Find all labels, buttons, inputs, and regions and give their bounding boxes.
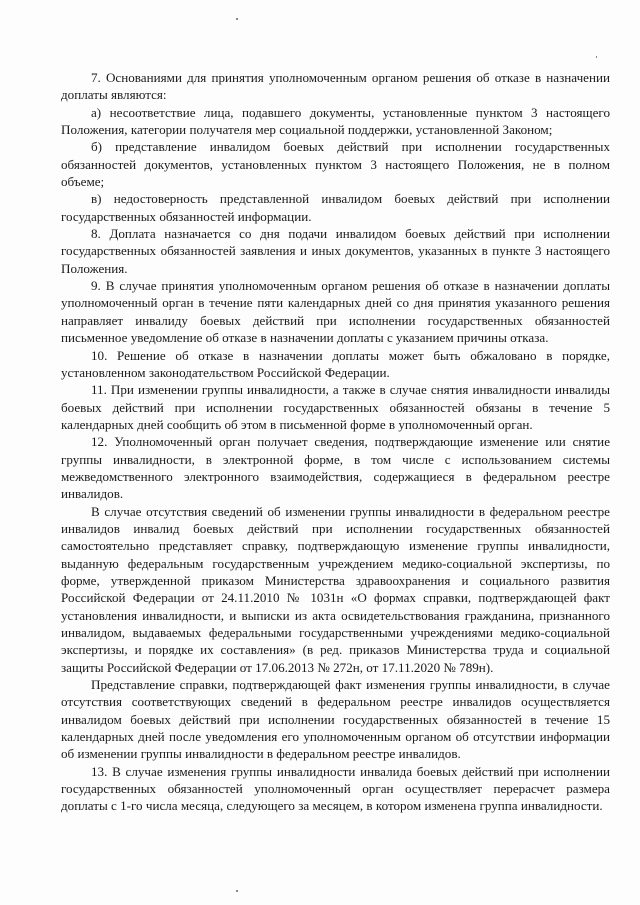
scan-speck bbox=[236, 18, 238, 20]
scan-speck bbox=[236, 890, 238, 892]
document-body bbox=[61, 69, 610, 815]
paragraph-item-8: 8. Доплата назначается со дня подачи инвалидом боевых действий при исполнении государственных обязанностей заявления и иных документов, указанных в пункте 3 настоящего Положения. bbox=[61, 226, 610, 276]
paragraph-subitem-b: б) представление инвалидом боевых действий при исполнении государственных обязанностей документов, установленных пунктом 3 настоящего Положения, не в полном объеме; bbox=[61, 139, 610, 190]
paragraph-item-12-part-3: Представление справки, подтверждающей факт изменения группы инвалидности, в случае отсутствия соответствующих сведений в федеральном реестре инвалидов осуществляется инвалидом боевых действий при исполнении государственных обязанностей в течение 15 календарных дней после уведомления его уполномоченным органом об отсутствии информации об изменении группы инвалидности в федеральном реестре инвалидов. bbox=[61, 677, 610, 762]
paragraph-subitem-v: в) недостоверность представленной инвалидом боевых действий при исполнении государственных обязанностей информации. bbox=[61, 191, 610, 224]
scan-speck bbox=[596, 56, 597, 58]
paragraph-item-11: 11. При изменении группы инвалидности, а также в случае снятия инвалидности инвалиды боевых действий при исполнении государственных обязанностей обязаны в течение 5 календарных дней сообщить об этом в письменной форме в уполномоченный орган. bbox=[61, 382, 610, 432]
paragraph-item-12: 12. Уполномоченный орган получает сведения, подтверждающие изменение или снятие группы инвалидности, в электронной форме, в том числе с использованием системы межведомственного электронного взаимодействия, содержащиеся в федеральном реестре инвалидов. bbox=[61, 434, 610, 502]
paragraph-item-9: 9. В случае принятия уполномоченным органом решения об отказе в назначении доплаты уполномоченный орган в течение пяти календарных дней со дня принятия указанного решения направляет инвалиду боевых действий при исполнении государственных обязанностей письменное уведомление об отказе в назначении доплаты с указанием причины отказа. bbox=[61, 278, 610, 346]
paragraph-subitem-a: а) несоответствие лица, подавшего документы, установленные пунктом 3 настоящего Положения, категории получателя мер социальной поддержки, установленной Законом; bbox=[61, 104, 610, 138]
paragraph-item-13: 13. В случае изменения группы инвалидности инвалида боевых действий при исполнении государственных обязанностей уполномоченный орган осуществляет перерасчет размера доплаты с 1-го числа месяца, следующего за месяцем, в котором изменена группа инвалидности. bbox=[61, 763, 610, 814]
paragraph-item-7: 7. Основаниями для принятия уполномоченным органом решения об отказе в назначении доплаты являются: bbox=[61, 70, 610, 103]
paragraph-item-10: 10. Решение об отказе в назначении доплаты может быть обжаловано в порядке, установленном законодательством Российской Федерации. bbox=[61, 347, 610, 380]
paragraph-item-12-part-2: В случае отсутствия сведений об изменении группы инвалидности в федеральном реестре инвалидов инвалид боевых действий при исполнении государственных обязанностей самостоятельно представляет справку, подтверждающую изменение группы инвалидности, выданную федеральным государственным учреждением медико-социальной экспертизы, по форме, утвержденной приказом Министерства здравоохранения и социального развития Российской Федерации от 24.11.2010 № 1031н «О формах справки, подтверждающей факт установления инвалидности, и выписки из акта освидетельствования гражданина, признанного инвалидом, выдаваемых федеральными государственными учреждениями медико-социальной экспертизы, и порядке их составления» (в ред. приказов Министерства труда и социальной защиты Российской Федерации от 17.06.2013 № 272н, от 17.11.2020 № 789н). bbox=[61, 503, 610, 675]
